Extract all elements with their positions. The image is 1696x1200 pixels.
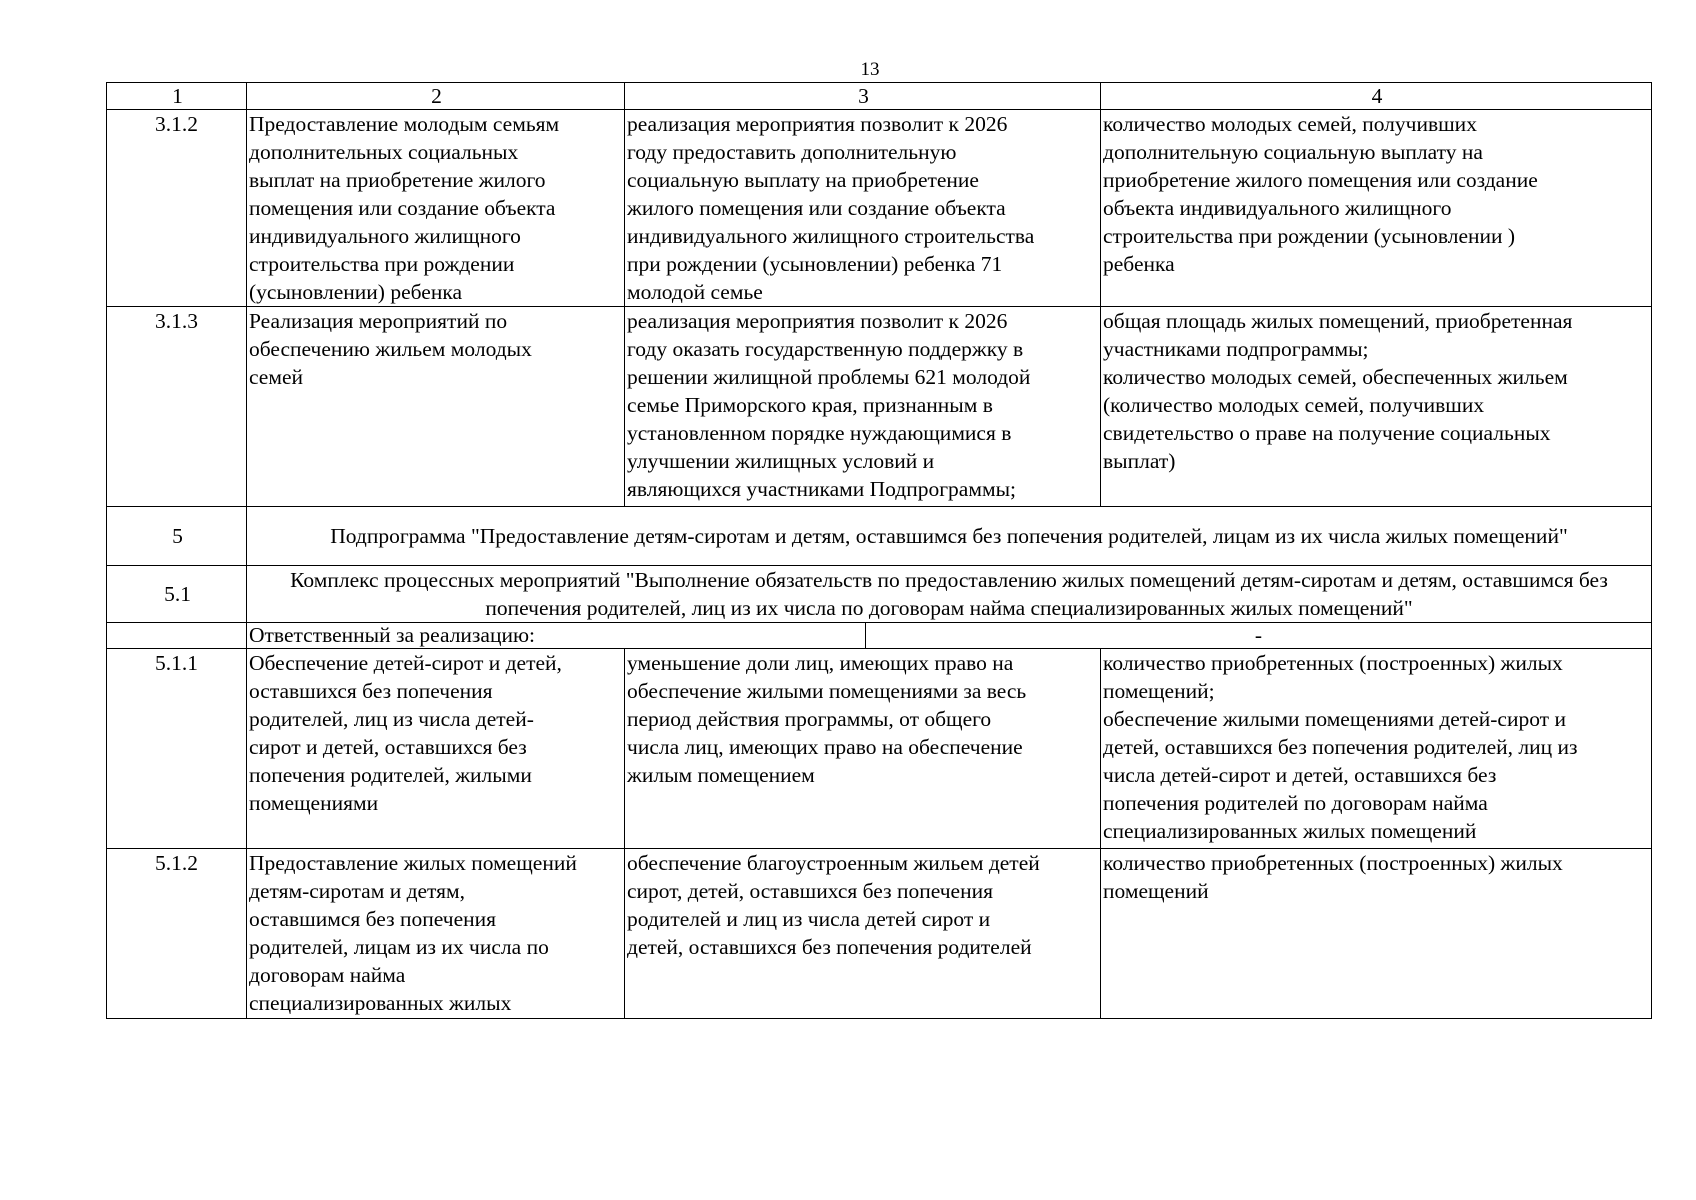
empty-cell [107,623,247,649]
header-col-1: 1 [107,83,247,110]
responsible-value: - [1254,623,1263,647]
row-number: 5.1.1 [107,649,247,849]
table-row [107,110,1652,307]
measure-name: Реализация мероприятий по обеспечению жильем молодых семей [247,307,625,507]
responsible-label: Ответственный за реализацию: [247,623,866,648]
header-col-4: 4 [1101,83,1652,110]
expected-result: реализация мероприятия позволит к 2026 году предоставить дополнительную социальную выплату на приобретение жилого помещения или создание объекта индивидуального жилищного строительства при рождении (усыновлении) ребенка 71 молодой семье [625,110,1101,307]
measure-name: Предоставление жилых помещений детям-сиротам и детям, оставшимся без попечения родителей, лицам из их числа по договорам найма специализированных жилых [247,849,625,1019]
expected-result: реализация мероприятия позволит к 2026 году оказать государственную поддержку в решении жилищной проблемы 621 молодой семье Приморского края, признанным в установленном порядке нуждающимися в улучшении жилищных условий и являющихся участниками Подпрограммы; [625,307,1101,507]
measure-name: Обеспечение детей-сирот и детей, оставшихся без попечения родителей, лиц из числа детей- сирот и детей, оставшихся без попечения родителей, жилыми помещениями [247,649,625,849]
indicator: количество молодых семей, получивших дополнительную социальную выплату на приобретение жилого помещения или создание объекта индивидуального жилищного строительства при рождении (усыновлении ) ребенка [1101,110,1652,307]
expected-result: обеспечение благоустроенным жильем детей сирот, детей, оставшихся без попечения родителей и лиц из числа детей сирот и детей, оставшихся без попечения родителей [625,849,1101,1019]
section-number: 5.1 [107,566,247,623]
table-row [107,307,1652,507]
table-row [107,649,1652,849]
expected-result: уменьшение доли лиц, имеющих право на обеспечение жилыми помещениями за весь период действия программы, от общего числа лиц, имеющих право на обеспечение жилым помещением [625,649,1101,849]
row-number: 3.1.2 [107,110,247,307]
section-row [107,507,1652,566]
section-title: Подпрограмма "Предоставление детям-сиротам и детям, оставшимся без попечения родителей, лицам из их числа жилых помещений" [247,507,1652,566]
indicator: общая площадь жилых помещений, приобретенная участниками подпрограммы; количество молодых семей, обеспеченных жильем (количество молодых семей, получивших свидетельство о праве на получение социальных выплат) [1101,307,1652,507]
section-number: 5 [107,507,247,566]
row-number: 5.1.2 [107,849,247,1019]
row-number: 3.1.3 [107,307,247,507]
indicator: количество приобретенных (построенных) жилых помещений; обеспечение жилыми помещениями детей-сирот и детей, оставшихся без попечения родителей, лиц из числа детей-сирот и детей, оставшихся без попечения родителей по договорам найма специализированных жилых помещений [1101,649,1652,849]
responsible-row [107,623,1652,649]
header-row [107,83,1652,110]
indicator: количество приобретенных (построенных) жилых помещений [1101,849,1652,1019]
page-number: 13 [860,59,880,80]
section-title: Комплекс процессных мероприятий "Выполнение обязательств по предоставлению жилых помещений детям-сиротам и детям, оставшимся без попечения родителей, лиц из их числа по договорам найма специализированных жилых помещений" [247,566,1652,623]
section-row [107,566,1652,623]
header-col-3: 3 [625,83,1101,110]
measures-table [106,82,1652,1019]
measure-name: Предоставление молодым семьям дополнительных социальных выплат на приобретение жилого помещения или создание объекта индивидуального жилищного строительства при рождении (усыновлении) ребенка [247,110,625,307]
table-row [107,849,1652,1019]
header-col-2: 2 [247,83,625,110]
